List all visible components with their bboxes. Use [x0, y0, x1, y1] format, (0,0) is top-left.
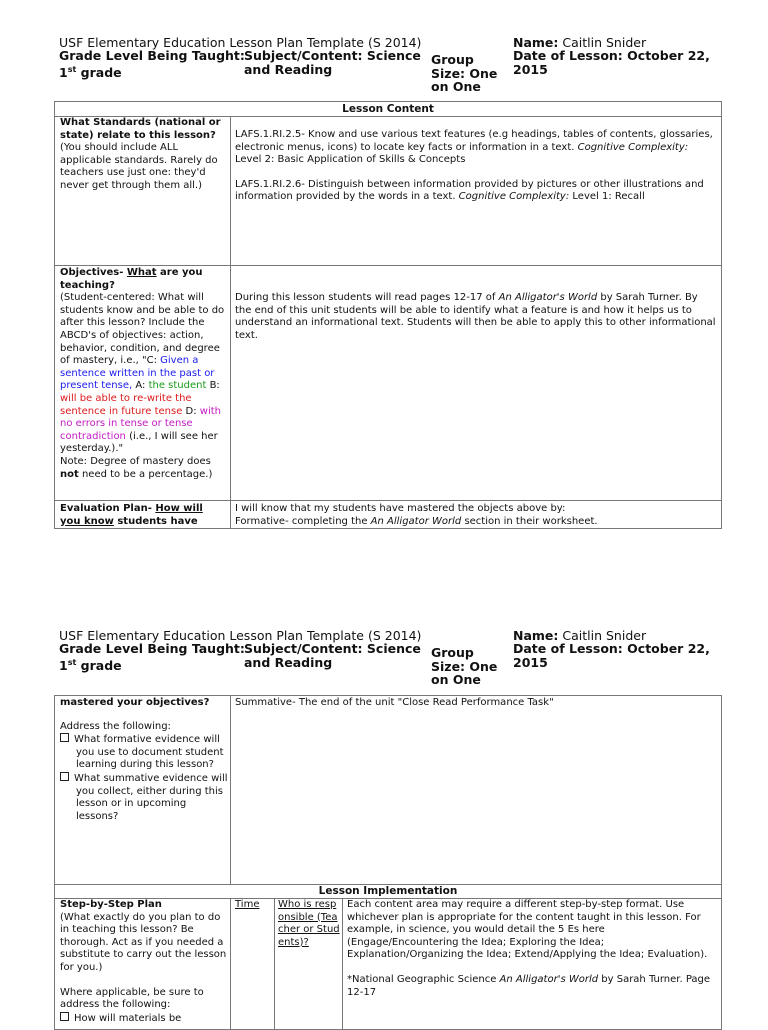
time-column-header: Time — [235, 899, 260, 910]
who-column-header: Who is responsible (Teacher or Students)? — [278, 899, 340, 948]
page1-header — [59, 35, 719, 95]
checkbox-icon — [60, 772, 69, 781]
standards-answer: LAFS.1.RI.2.5- Know and use various text features (e.g headings, tables of contents, glossaries, electronic menus, icons) to locate key facts or information in a text. Cognitive Complexity: Level 2: Basic Application of Skills & Concepts LAFS.1.RI.2.6- Distinguish between information provided by pictures or other illustrations and information provided by the words in a text. Cognitive Complexity: Level 1: Recall — [235, 129, 713, 203]
subject-content: Subject/Content: Science and Reading — [244, 641, 421, 670]
grade-level: Grade Level Being Taught: 1st grade — [59, 48, 245, 80]
steps-question: Step-by-Step Plan (What exactly do you plan to do in teaching this lesson? Be thorough. Act as if you needed a substitute to carry out the lesson for you.) Where applicable, be sure to address the following: How will materials be — [60, 899, 227, 1024]
group-size: Group Size: One on One — [431, 52, 498, 94]
lesson-content-table — [54, 101, 722, 529]
evaluation-answer-cont: Summative- The end of the unit "Close Read Performance Task" — [235, 697, 554, 708]
objectives-answer: During this lesson students will read pages 12-17 of An Alligator's World by Sarah Turner. By the end of this unit students will be able to identify what a feature is and how it helps us to understand an informational text. Students will then be able to apply this to other informational text. — [235, 292, 716, 341]
evaluation-question-cont: mastered your objectives? Address the following: What formative evidence will you use to document student learning during this lesson? What summative evidence will you collect, either during this lesson or in upcoming lessons? — [60, 697, 228, 822]
checkbox-icon — [60, 1012, 69, 1021]
teacher-name: Name: Caitlin Snider — [513, 35, 647, 50]
lesson-date: Date of Lesson: October 22, 2015 — [513, 48, 710, 77]
group-size: Group Size: One on One — [431, 645, 498, 687]
page2-header — [59, 628, 719, 688]
grade-level: Grade Level Being Taught: 1st grade — [59, 641, 245, 673]
steps-answer: Each content area may require a different step-by-step format. Use whichever plan is appropriate for the content taught in this lesson. For example, in science, you would detail the 5 Es here (Engage/Encountering the Idea; Exploring the Idea; Explanation/Organizing the Idea; Extend/Applying the Idea; Evaluation). *National Geographic Science An Alligator's World by Sarah Turner. Page 12-17 — [347, 899, 711, 998]
standards-question: What Standards (national or state) relate to this lesson? (You should include ALL applicable standards. Rarely do teachers use just one: they'd never get through them all.) — [60, 117, 221, 191]
lesson-implementation-table — [54, 695, 722, 1030]
evaluation-question: Evaluation Plan- How will you know students have — [60, 503, 203, 527]
section-title-lesson-content: Lesson Content — [55, 102, 721, 117]
lesson-date: Date of Lesson: October 22, 2015 — [513, 641, 710, 670]
checkbox-icon — [60, 733, 69, 742]
subject-content: Subject/Content: Science and Reading — [244, 48, 421, 77]
evaluation-answer: I will know that my students have mastered the objects above by: Formative- completing the An Alligator World section in their worksheet. — [235, 503, 598, 527]
section-title-lesson-implementation: Lesson Implementation — [55, 884, 721, 899]
template-title: USF Elementary Education Lesson Plan Template (S 2014) — [59, 35, 422, 50]
template-title: USF Elementary Education Lesson Plan Template (S 2014) — [59, 628, 422, 643]
objectives-question: Objectives- What are you teaching? (Student-centered: What will students know and be able to do after this lesson? Include the ABCD's of objectives: action, behavior, condition, and degree of mastery, i.e., "C: Given a sentence written in the past or present tense, A: the student B: will be able to re-write the sentence in future tense D: with no errors in tense or tense contradiction (i.e., I will see her yesterday.)." Note: Degree of mastery does not need to be a percentage.) — [60, 267, 225, 480]
teacher-name: Name: Caitlin Snider — [513, 628, 647, 643]
